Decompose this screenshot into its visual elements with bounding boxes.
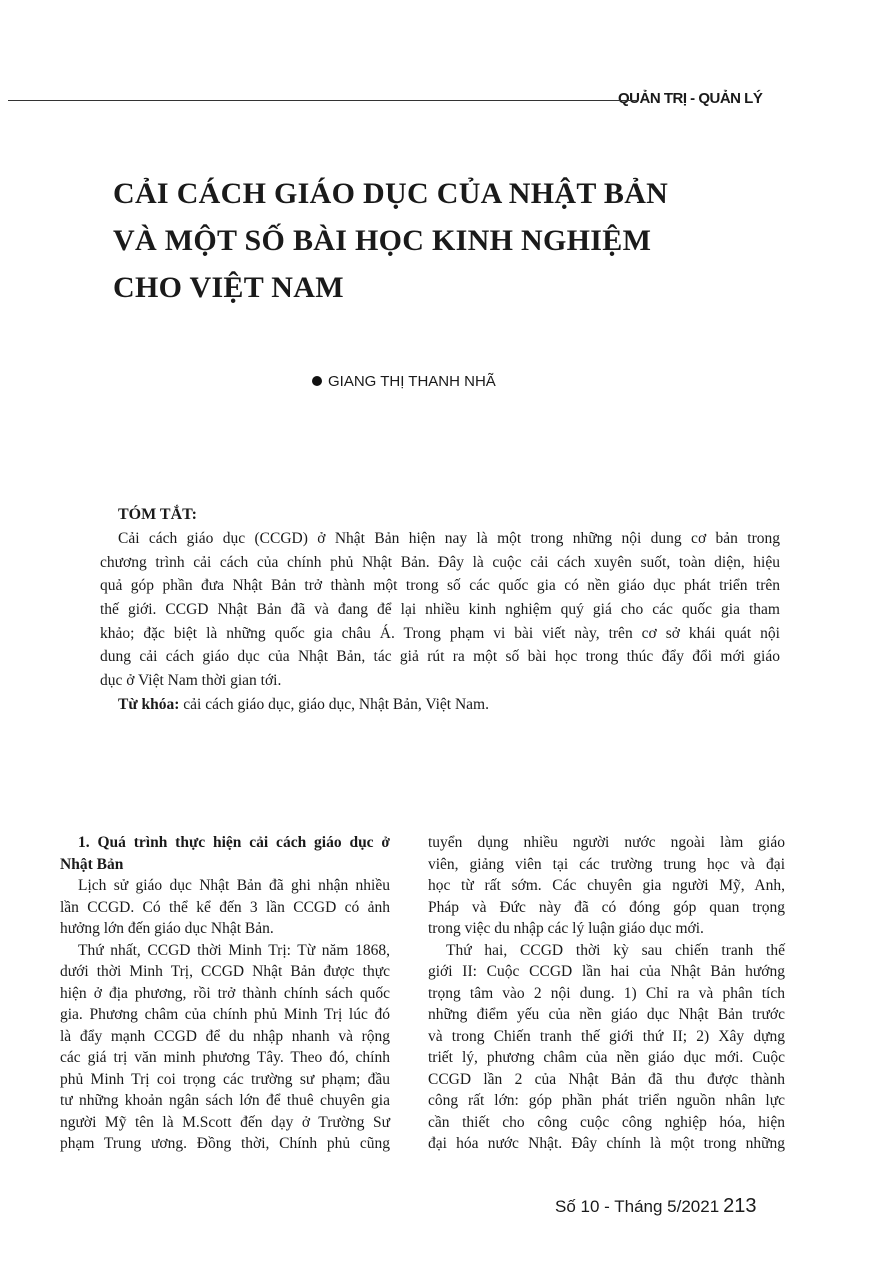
author-name: GIANG THỊ THANH NHÃ bbox=[328, 373, 496, 390]
paragraph-line: lần CCGD. Có thể kể đến 3 lần CCGD có ảnh bbox=[60, 898, 390, 916]
abstract-line: Cải cách giáo dục (CCGD) ở Nhật Bản hiện nay là một trong những nội dung cơ bản trong bbox=[118, 530, 780, 547]
paragraph-line: và trong Chiến tranh thế giới thứ II; 2) Xây dựng bbox=[428, 1027, 785, 1045]
paragraph-line: cần thiết cho công cuộc công nghiệp hóa, hiện bbox=[428, 1113, 785, 1131]
paragraph-line: đại hóa nước Nhật. Đây chính là một trong những bbox=[428, 1135, 785, 1152]
paragraph-line: Lịch sử giáo dục Nhật Bản đã ghi nhận nhiều bbox=[78, 877, 390, 894]
paragraph-line: triết lý, phương châm của nền giáo dục mới. Cuộc bbox=[428, 1049, 785, 1066]
paragraph-line: Thứ nhất, CCGD thời Minh Trị: Từ năm 1868, bbox=[78, 941, 390, 959]
paragraph-line: hưởng lớn đến giáo dục Nhật Bản. bbox=[60, 920, 274, 937]
paragraph-line: CCGD lần 2 của Nhật Bản đã thu được thành bbox=[428, 1070, 785, 1088]
paragraph-line: công rất lớn: góp phần phát triển nguồn nhân lực bbox=[428, 1092, 785, 1109]
paragraph-line: trọng tâm vào 2 nội dung. 1) Chỉ ra và phân tích bbox=[428, 984, 785, 1002]
column-left bbox=[60, 832, 390, 1155]
abstract-line: quả góp phần đưa Nhật Bản trở thành một trong số các quốc gia có nền giáo dục phát triển trên bbox=[100, 577, 780, 595]
header-rule bbox=[8, 100, 638, 101]
section-label: QUẢN TRỊ - QUẢN LÝ bbox=[618, 90, 763, 107]
abstract-line: khảo; đặc biệt là những quốc gia châu Á. Trong phạm vi bài viết này, trên cơ sở khái quát nội bbox=[100, 624, 780, 642]
keywords-label: Từ khóa: bbox=[118, 695, 180, 713]
paragraph-line: phạm Trung ương. Đồng thời, Chính phủ cũng bbox=[60, 1135, 390, 1152]
keywords bbox=[100, 693, 780, 717]
title-line: VÀ MỘT SỐ BÀI HỌC KINH NGHIỆM bbox=[113, 224, 652, 257]
paragraph-line: viên, giảng viên tại các trường trung học và đại bbox=[428, 855, 785, 873]
paragraph-line: giới II: Cuộc CCGD lần hai của Nhật Bản hướng bbox=[428, 963, 785, 980]
paragraph-line: học từ rất sớm. Các chuyên gia người Mỹ, Anh, bbox=[428, 877, 785, 894]
author bbox=[312, 373, 496, 390]
paragraph-line: tuyển dụng nhiều người nước ngoài làm giáo bbox=[428, 834, 785, 851]
footer bbox=[555, 1195, 757, 1218]
abstract-line: thế giới. CCGD Nhật Bản đã và đang để lại nhiều kinh nghiệm quý giá cho các quốc gia tham bbox=[100, 601, 780, 619]
section-heading: Nhật Bản bbox=[60, 855, 124, 873]
page-number: 213 bbox=[723, 1195, 757, 1217]
title-line: CẢI CÁCH GIÁO DỤC CỦA NHẬT BẢN bbox=[113, 177, 669, 210]
abstract-line: chương trình cải cách của chính phủ Nhật Bản. Đây là cuộc cải cách xuyên suốt, toàn diện, hiệu bbox=[100, 553, 780, 571]
paragraph-line: những điểm yếu của nền giáo dục Nhật Bản trước bbox=[428, 1006, 785, 1023]
abstract bbox=[100, 527, 780, 717]
paragraph-line: phủ Minh Trị coi trọng các trường sư phạm; đầu bbox=[60, 1070, 390, 1088]
paragraph-line: trong việc du nhập các lý luận giáo dục mới. bbox=[428, 920, 704, 937]
paragraph-line: gia. Phương châm của chính phủ Minh Trị lúc đó bbox=[60, 1006, 390, 1023]
paragraph-line: dưới thời Minh Trị, CCGD Nhật Bản được thực bbox=[60, 963, 390, 980]
abstract-line: dục ở Việt Nam thời gian tới. bbox=[100, 672, 282, 690]
paragraph-line: hiện ở địa phương, rồi trở thành chính sách quốc bbox=[60, 984, 390, 1002]
bullet-icon bbox=[312, 376, 322, 386]
section-heading: 1. Quá trình thực hiện cải cách giáo dục ở bbox=[78, 834, 390, 851]
paragraph-line: người Mỹ tên là M.Scott đến dạy ở Trường Sư bbox=[60, 1113, 390, 1131]
abstract-heading: TÓM TẮT: bbox=[118, 506, 197, 523]
column-right bbox=[428, 832, 785, 1155]
keywords-text: cải cách giáo dục, giáo dục, Nhật Bản, Việt Nam. bbox=[183, 695, 489, 713]
paragraph-line: Pháp và Đức này đã có đóng góp quan trọng bbox=[428, 898, 785, 916]
abstract-line: dung cải cách giáo dục của Nhật Bản, tác giả rút ra một số bài học trong thúc đẩy đổi mới giáo bbox=[100, 648, 780, 666]
article-title bbox=[113, 170, 668, 311]
paragraph-line: tư những khoản ngân sách lớn để thuê chuyên gia bbox=[60, 1092, 390, 1109]
issue-info: Số 10 - Tháng 5/2021 bbox=[555, 1197, 720, 1216]
paragraph-line: Thứ hai, CCGD thời kỳ sau chiến tranh thế bbox=[446, 941, 785, 959]
paragraph-line: các giá trị văn minh phương Tây. Theo đó, chính bbox=[60, 1049, 390, 1066]
title-line: CHO VIỆT NAM bbox=[113, 271, 344, 304]
paragraph-line: là đẩy mạnh CCGD để du nhập nhanh và rộng bbox=[60, 1027, 390, 1045]
